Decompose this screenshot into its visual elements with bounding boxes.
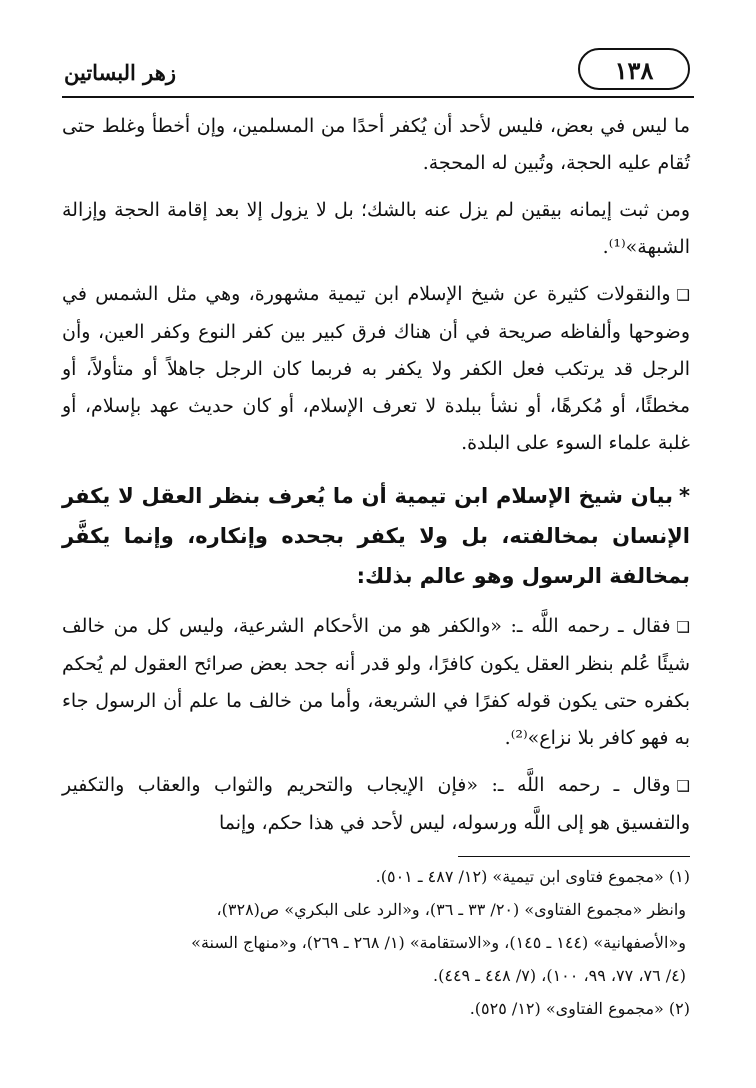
paragraph-5: [62, 767, 690, 842]
footnote-1-cont-1: وانظر «مجموع الفتاوى» (٢٠/ ٣٣ ـ ٣٦)، و«الرد على البكري» ص(٣٢٨)،: [216, 900, 686, 919]
section-heading-text: بيان شيخ الإسلام ابن تيمية أن ما يُعرف بنظر العقل لا يكفر الإنسان بمخالفته، بل ولا يكفر بجحده وإنكاره، وإنما يكفَّر بمخالفة الرسول وهو عالم بذلك:: [62, 484, 690, 588]
main-text: [62, 108, 690, 852]
square-marker-icon: ❑: [676, 618, 690, 636]
book-title: زهر البساتين: [64, 60, 176, 85]
paragraph-4-text: فقال ـ رحمه اللَّه ـ: «والكفر هو من الأحكام الشرعية، وليس كل من خالف شيئًا عُلم بنظر العقل يكون كافرًا، ولو قدر أنه جحد بعض صرائح العقول لم يُحكم بكفره حتى يكون قوله كفرًا في الشريعة، وأما من خالف ما علم أن الرسول جاء به فهو كافر بلا نزاع»⁽²⁾.: [62, 615, 690, 749]
footnote-divider: [458, 856, 690, 857]
footnotes: [62, 860, 690, 1025]
page-header: [62, 44, 694, 100]
paragraph-1: ما ليس في بعض، فليس لأحد أن يُكفر أحدًا من المسلمين، وإن أخطأ وغلط حتى تُقام عليه الحجة، وتُبين له المحجة.: [62, 115, 690, 174]
square-marker-icon: ❑: [676, 777, 690, 795]
footnote-1-cont-2: و«الأصفهانية» (١٤٤ ـ ١٤٥)، و«الاستقامة» (١/ ٢٦٨ ـ ٢٦٩)، و«منهاج السنة»: [191, 933, 686, 952]
page-number: ١٣٨: [578, 48, 690, 90]
paragraph-4: [62, 608, 690, 757]
section-heading: [62, 476, 690, 596]
asterisk-icon: *: [679, 484, 690, 508]
square-marker-icon: ❑: [676, 286, 690, 304]
paragraph-3-text: والنقولات كثيرة عن شيخ الإسلام ابن تيمية مشهورة، وهي مثل الشمس في وضوحها وألفاظه صريحة في أن هناك فرق كبير بين كفر النوع وكفر العين، وأن الرجل قد يرتكب فعل الكفر ولا يكفر به فربما كان الرجل جاهلاً أو متأولاً، أو مخطئًا، أو مُكرهًا، أو نشأ ببلدة لا تعرف الإسلام، أو كان حديث عهد بإسلام، أو غلبة علماء السوء على البلدة.: [62, 283, 690, 454]
header-divider: [62, 96, 694, 98]
footnote-1-cont-3: (٤/ ٧٦، ٧٧، ٩٩، ١٠٠)، (٧/ ٤٤٨ ـ ٤٤٩).: [433, 966, 686, 985]
footnote-1: (١) «مجموع فتاوى ابن تيمية» (١٢/ ٤٨٧ ـ ٥٠١).: [375, 867, 690, 886]
paragraph-2: ومن ثبت إيمانه بيقين لم يزل عنه بالشك؛ بل لا يزول إلا بعد إقامة الحجة وإزالة الشبهة»⁽¹⁾.: [62, 199, 690, 258]
footnote-2: (٢) «مجموع الفتاوى» (١٢/ ٥٢٥).: [469, 999, 690, 1018]
paragraph-3: [62, 276, 690, 462]
paragraph-5-text: وقال ـ رحمه اللَّه ـ: «فإن الإيجاب والتحريم والثواب والعقاب والتكفير والتفسيق هو إلى اللَّه ورسوله، ليس لأحد في هذا حكم، وإنما: [62, 774, 690, 834]
